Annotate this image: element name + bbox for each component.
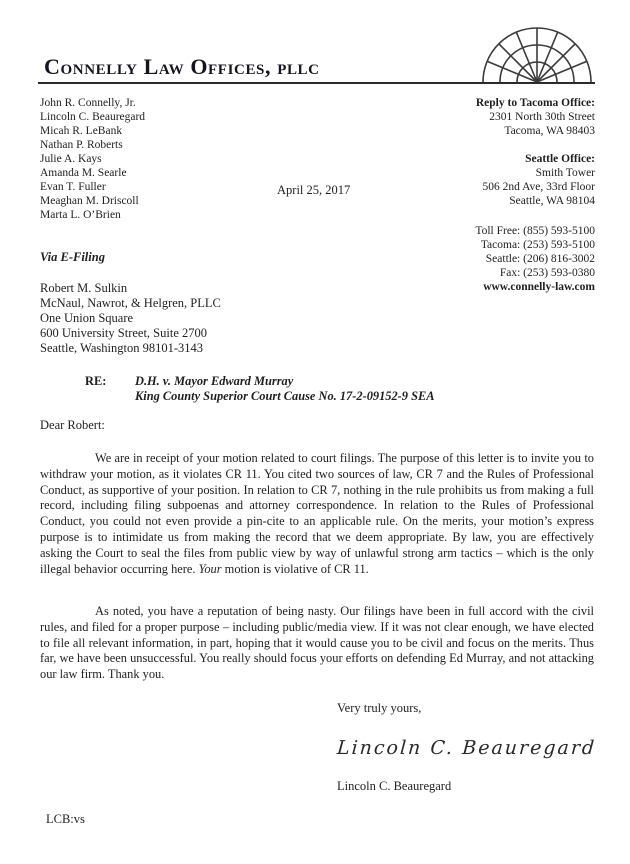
- recipient-address-line1: One Union Square: [40, 311, 134, 325]
- paragraph-1-text-end: motion is violative of CR 11.: [221, 561, 369, 576]
- letterhead-rule: [38, 82, 595, 84]
- recipient-name: Robert M. Sulkin: [40, 281, 128, 295]
- re-case-name: D.H. v. Mayor Edward Murray: [135, 374, 294, 388]
- closing-phrase: Very truly yours,: [337, 701, 422, 715]
- contact-block: [475, 96, 595, 294]
- attorney-name: Marta L. O’Brien: [40, 209, 121, 221]
- attorney-name: Evan T. Fuller: [40, 181, 106, 193]
- attorney-name: Meaghan M. Driscoll: [40, 195, 139, 207]
- seattle-office-city: Seattle, WA 98104: [509, 195, 595, 207]
- re-block: [85, 374, 435, 404]
- signer-typed-name: Lincoln C. Beauregard: [337, 779, 452, 793]
- reference-initials: LCB:vs: [46, 812, 85, 826]
- website-url: www.connelly-law.com: [483, 281, 595, 293]
- recipient-address: [40, 281, 221, 356]
- recipient-firm: McNaul, Nawrot, & Helgren, PLLC: [40, 296, 221, 310]
- tacoma-office-city: Tacoma, WA 98403: [504, 125, 595, 137]
- re-text: [135, 374, 435, 404]
- fan-window-icon: [477, 24, 597, 84]
- attorney-name: Amanda M. Searle: [40, 167, 127, 179]
- phone-fax: Fax: (253) 593-0380: [499, 267, 595, 279]
- recipient-address-line2: 600 University Street, Suite 2700: [40, 326, 207, 340]
- attorney-name: Julie A. Kays: [40, 153, 102, 165]
- attorney-name: Micah R. LeBank: [40, 125, 123, 137]
- letter-date: April 25, 2017: [277, 183, 351, 197]
- seattle-office-street: 506 2nd Ave, 33rd Floor: [482, 181, 595, 193]
- attorney-list: [40, 96, 145, 222]
- attorney-name: Lincoln C. Beauregard: [40, 111, 146, 123]
- re-cause-number: King County Superior Court Cause No. 17-2-09152-9 SEA: [135, 389, 435, 403]
- body-paragraph-1: [40, 451, 594, 577]
- salutation: Dear Robert:: [40, 418, 105, 432]
- phone-tacoma: Tacoma: (253) 593-5100: [480, 239, 595, 251]
- spacer: [475, 208, 595, 224]
- attorney-name: Nathan P. Roberts: [40, 139, 123, 151]
- recipient-address-line3: Seattle, Washington 98101-3143: [40, 341, 203, 355]
- firm-name: Connelly Law Offices, pllc: [44, 54, 320, 79]
- tacoma-office-label: Reply to Tacoma Office:: [475, 97, 595, 109]
- attorney-name: John R. Connelly, Jr.: [40, 97, 136, 109]
- handwritten-signature: Lincoln C. Beauregard: [336, 737, 597, 759]
- spacer: [475, 138, 595, 152]
- delivery-method: Via E-Filing: [40, 250, 105, 264]
- body-paragraph-2: As noted, you have a reputation of being nasty. Our filings have been in full accord with the civil rules, and filed for a proper purpose – including public/media view. If it was not clear enough, we have elected to file all relevant information, in part, hoping that it would cause you to be civil and focus on the merits. Thus far, we have been unsuccessful. You really should focus your efforts on defending Ed Murray, and not attacking our law firm. Thank you.: [40, 604, 594, 682]
- seattle-office-building: Smith Tower: [535, 167, 595, 179]
- paragraph-1-italic-word: Your: [198, 561, 222, 576]
- phone-toll-free: Toll Free: (855) 593-5100: [475, 225, 595, 237]
- seattle-office-label: Seattle Office:: [525, 153, 595, 165]
- tacoma-office-street: 2301 North 30th Street: [489, 111, 595, 123]
- re-label: RE:: [85, 374, 107, 388]
- phone-seattle: Seattle: (206) 816-3002: [485, 253, 595, 265]
- paragraph-1-text: We are in receipt of your motion related to court filings. The purpose of this letter is to invite you to withdraw your motion, as it violates CR 11. You cited two sources of law, CR 7 and the Rules of Professional Conduct, as supportive of your position. In relation to CR 7, nothing in the rule prohibits us from making a full record, including filing subpoenas and attorney correspondence. In relation to the Rules of Professional Conduct, you could not even provide a pin-cite to an applicable rule. On the merits, your motion’s express purpose is to intimidate us from making the record that we deem appropriate. By law, you are effectively asking the Court to seal the files from public view by way of unlawful strong arm tactics – which is the only illegal behavior occurring here.: [40, 451, 594, 576]
